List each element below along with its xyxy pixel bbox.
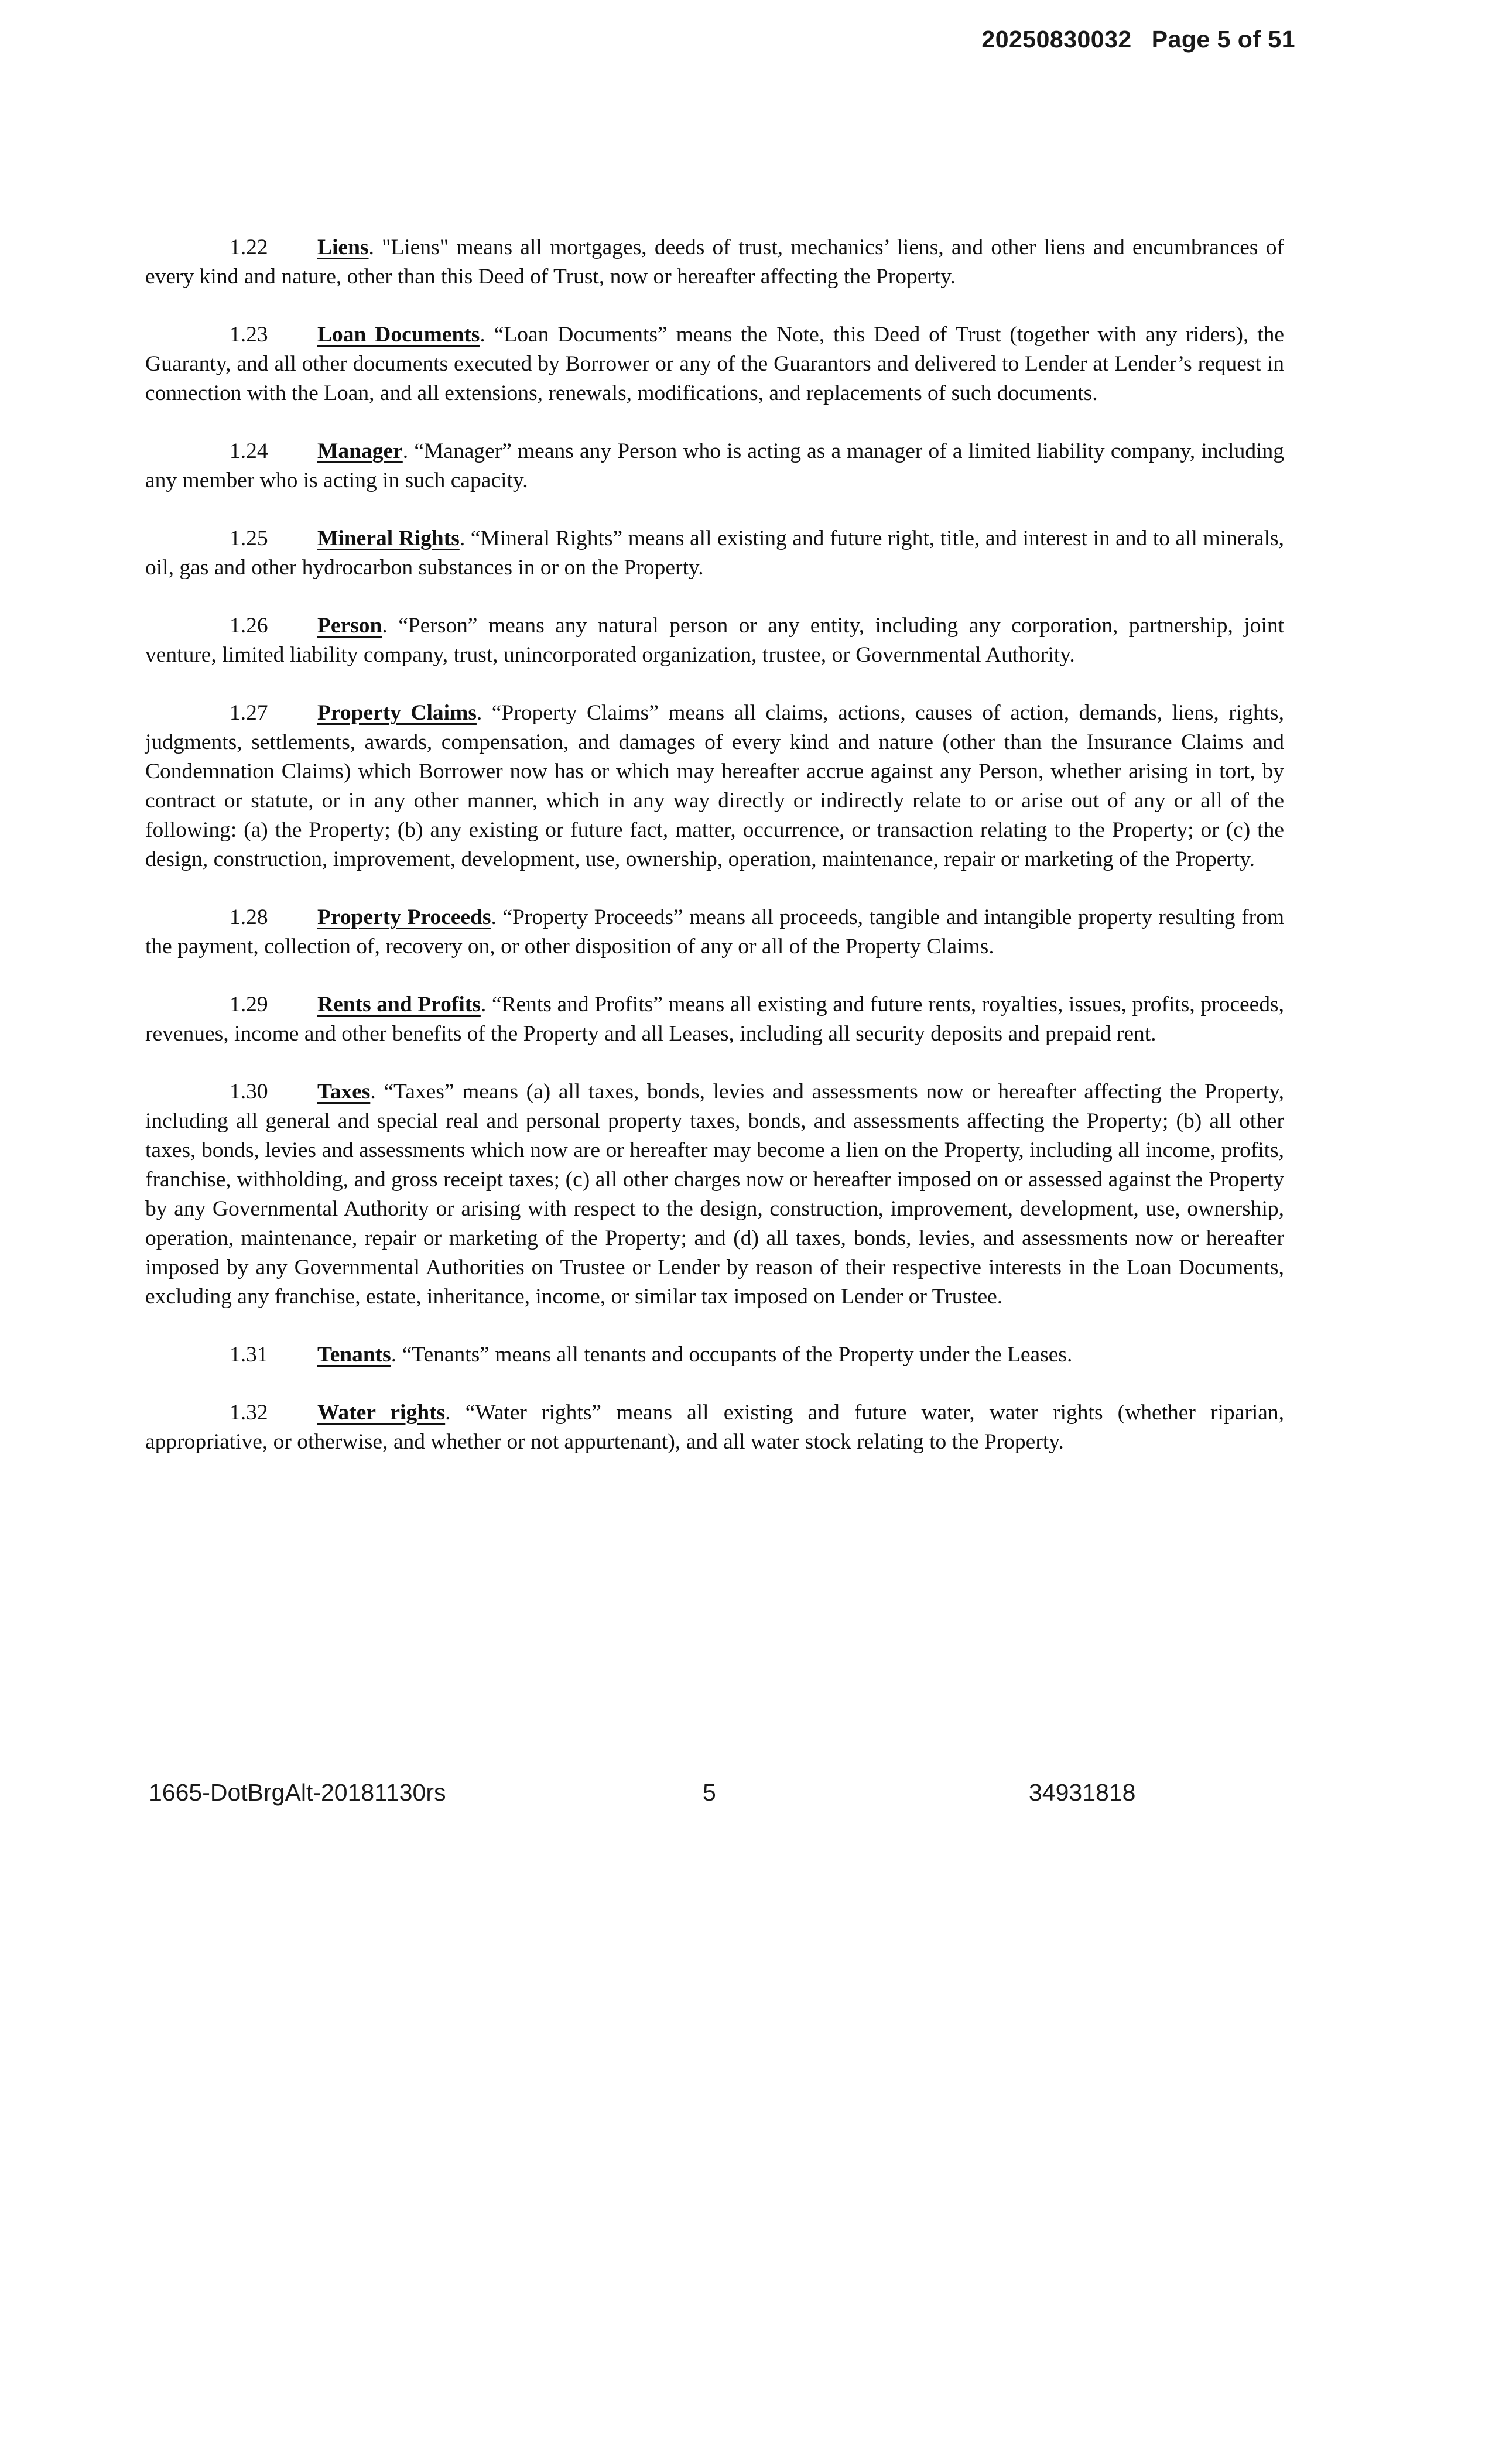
section-text: “Water rights” means all existing and future water, water rights (whether riparian, appropriative, or otherwise, and whether or not appurtenant), and all water stock relating to the Property. (145, 1401, 1285, 1454)
section-number: 1.31 (230, 1343, 268, 1367)
section-text: "Liens" means all mortgages, deeds of trust, mechanics’ liens, and other liens and encumbrances of every kind and nature, other than this Deed of Trust, now or hereafter affecting the Property. (145, 235, 1285, 289)
section-title: Property Claims (317, 701, 477, 725)
section-number: 1.28 (230, 905, 268, 929)
section-text: “Taxes” means (a) all taxes, bonds, levies and assessments now or hereafter affecting the Property, including all general and special real and personal property taxes, bonds, and assessments affecting the Property; (b) all other taxes, bonds, levies and assessments which now are or hereafter may become a lien on the Property, including all income, profits, franchise, withholding, and gross receipt taxes; (c) all other charges now or hereafter imposed on or assessed against the Property by any Governmental Authority or arising with respect to the design, construction, improvement, development, use, ownership, operation, maintenance, repair or marketing of the Property; and (d) all taxes, bonds, levies, and assessments now or hereafter imposed by any Governmental Authorities on Trustee or Lender by reason of their respective interests in the Loan Documents, excluding any franchise, estate, inheritance, income, or similar tax imposed on Lender or Trustee. (145, 1080, 1285, 1309)
section-text: “Tenants” means all tenants and occupants of the Property under the Leases. (402, 1343, 1073, 1367)
footer-form-id: 1665-DotBrgAlt-20181130rs (149, 1779, 446, 1806)
section-text: “Property Proceeds” means all proceeds, tangible and intangible property resulting from the payment, collection of, recovery on, or other disposition of any or all of the Property Claims. (145, 905, 1284, 959)
section-title: Rents and Profits (317, 993, 481, 1017)
section-text: “Loan Documents” means the Note, this Deed of Trust (together with any riders), the Guaranty, and all other documents executed by Borrower or any of the Guarantors and delivered to Lender at Lender’s request in connection with the Loan, and all extensions, renewals, modifications, and replacements of such documents. (145, 323, 1285, 405)
footer-page-number: 5 (703, 1779, 716, 1806)
section-number: 1.24 (230, 439, 268, 463)
section-title: Tenants (317, 1343, 391, 1367)
section-number: 1.23 (230, 323, 268, 347)
definition-section: 1.26 Person. “Person” means any natural person or any entity, including any corporation, partnership, joint venture, limited liability company, trust, unincorporated organization, trustee, or Governmental Authority. (145, 611, 1284, 670)
section-number: 1.32 (230, 1401, 268, 1425)
section-number: 1.25 (230, 526, 268, 550)
section-title: Manager (317, 439, 403, 463)
section-title: Liens (317, 235, 369, 259)
section-title: Property Proceeds (317, 905, 491, 929)
section-text: “Person” means any natural person or any entity, including any corporation, partnership, joint venture, limited liability company, trust, unincorporated organization, trustee, or Governmental Authority. (145, 614, 1284, 667)
definition-section: 1.32 Water rights. “Water rights” means all existing and future water, water rights (whether riparian, appropriative, or otherwise, and whether or not appurtenant), and all water stock relating to the Property. (145, 1398, 1284, 1457)
definition-section: 1.29 Rents and Profits. “Rents and Profits” means all existing and future rents, royalties, issues, profits, proceeds, revenues, income and other benefits of the Property and all Leases, including all security deposits and prepaid rent. (145, 990, 1284, 1049)
footer-document-id: 34931818 (1029, 1779, 1136, 1806)
section-title: Person (317, 614, 382, 638)
section-title: Water rights (317, 1401, 446, 1425)
section-number: 1.29 (230, 993, 268, 1017)
section-text: “Mineral Rights” means all existing and future right, title, and interest in and to all minerals, oil, gas and other hydrocarbon substances in or on the Property. (145, 526, 1284, 580)
section-number: 1.26 (230, 614, 268, 638)
definition-section: 1.30 Taxes. “Taxes” means (a) all taxes, bonds, levies and assessments now or hereafter affecting the Property, including all general and special real and personal property taxes, bonds, and assessments affecting the Property; (b) all other taxes, bonds, levies and assessments which now are or hereafter may become a lien on the Property, including all income, profits, franchise, withholding, and gross receipt taxes; (c) all other charges now or hereafter imposed on or assessed against the Property by any Governmental Authority or arising with respect to the design, construction, improvement, development, use, ownership, operation, maintenance, repair or marketing of the Property; and (d) all taxes, bonds, levies, and assessments now or hereafter imposed by any Governmental Authorities on Trustee or Lender by reason of their respective interests in the Loan Documents, excluding any franchise, estate, inheritance, income, or similar tax imposed on Lender or Trustee. (145, 1077, 1284, 1312)
section-title: Taxes (317, 1080, 371, 1104)
section-number: 1.27 (230, 701, 268, 725)
definition-section: 1.27 Property Claims. “Property Claims” means all claims, actions, causes of action, demands, liens, rights, judgments, settlements, awards, compensation, and damages of every kind and nature (other than the Insurance Claims and Condemnation Claims) which Borrower now has or which may hereafter accrue against any Person, whether arising in tort, by contract or statute, or in any other manner, which in any way directly or indirectly relate to or arise out of any or all of the following: (a) the Property; (b) any existing or future fact, matter, occurrence, or transaction relating to the Property; or (c) the design, construction, improvement, development, use, ownership, operation, maintenance, repair or marketing of the Property. (145, 699, 1284, 874)
section-title: Mineral Rights (317, 526, 460, 550)
definition-section: 1.22 Liens. "Liens" means all mortgages, deeds of trust, mechanics’ liens, and other liens and encumbrances of every kind and nature, other than this Deed of Trust, now or hereafter affecting the Property. (145, 233, 1284, 292)
definition-section: 1.28 Property Proceeds. “Property Proceeds” means all proceeds, tangible and intangible property resulting from the payment, collection of, recovery on, or other disposition of any or all of the Property Claims. (145, 903, 1284, 961)
page-count: Page 5 of 51 (1151, 26, 1295, 53)
section-number: 1.22 (230, 235, 268, 259)
section-text: “Rents and Profits” means all existing and future rents, royalties, issues, profits, proceeds, revenues, income and other benefits of the Property and all Leases, including all security deposits and prepaid rent. (145, 993, 1284, 1046)
section-text: “Manager” means any Person who is acting as a manager of a limited liability company, including any member who is acting in such capacity. (145, 439, 1285, 492)
definition-section: 1.23 Loan Documents. “Loan Documents” means the Note, this Deed of Trust (together with any riders), the Guaranty, and all other documents executed by Borrower or any of the Guarantors and delivered to Lender at Lender’s request in connection with the Loan, and all extensions, renewals, modifications, and replacements of such documents. (145, 320, 1284, 408)
section-number: 1.30 (230, 1080, 268, 1104)
definition-section: 1.24 Manager. “Manager” means any Person who is acting as a manager of a limited liability company, including any member who is acting in such capacity. (145, 437, 1284, 495)
section-text: “Property Claims” means all claims, actions, causes of action, demands, liens, rights, judgments, settlements, awards, compensation, and damages of every kind and nature (other than the Insurance Claims and Condemnation Claims) which Borrower now has or which may hereafter accrue against any Person, whether arising in tort, by contract or statute, or in any other manner, which in any way directly or indirectly relate to or arise out of any or all of the following: (a) the Property; (b) any existing or future fact, matter, occurrence, or transaction relating to the Property; or (c) the design, construction, improvement, development, use, ownership, operation, maintenance, repair or marketing of the Property. (145, 701, 1285, 871)
definition-section: 1.31 Tenants. “Tenants” means all tenants and occupants of the Property under the Leases. (145, 1340, 1284, 1370)
section-title: Loan Documents (317, 323, 480, 347)
definition-section: 1.25 Mineral Rights. “Mineral Rights” means all existing and future right, title, and interest in and to all minerals, oil, gas and other hydrocarbon substances in or on the Property. (145, 524, 1284, 583)
page-header (981, 26, 1295, 53)
definitions-body (145, 233, 1284, 1486)
recording-number: 20250830032 (981, 26, 1132, 53)
